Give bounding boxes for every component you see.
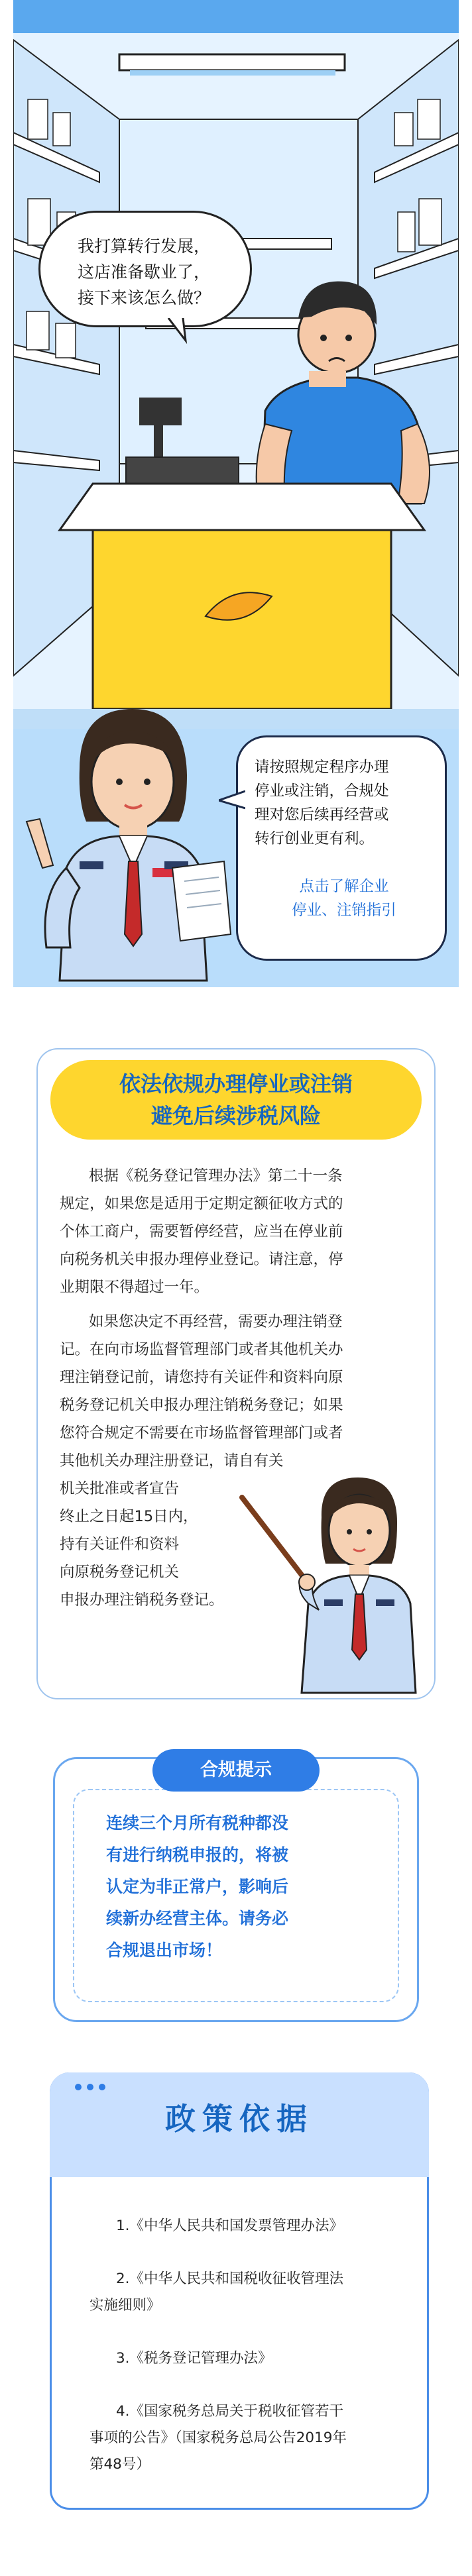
regulation-title-line: 依法依规办理停业或注销: [119, 1071, 353, 1097]
presenter-officer-illustration: [235, 1464, 431, 1696]
paragraph-line: 向原税务登记机关: [60, 1564, 180, 1581]
policy-item-line: 第48号）: [89, 2456, 150, 2473]
regulation-title: [50, 1068, 422, 1132]
advice-line: 理对您后续再经营或: [255, 806, 389, 824]
dots-icon: [73, 2082, 113, 2092]
policy-item: [89, 2213, 401, 2239]
regulation-paragraph-1: [60, 1162, 418, 1301]
paragraph-line: 申报办理注销税务登记。: [60, 1591, 224, 1609]
advice-text: [255, 755, 434, 851]
policy-item-line: 4.《国家税务总局关于税收征管若干: [116, 2403, 344, 2420]
tip-line: 有进行纳税申报的，将被: [106, 1845, 289, 1864]
compliance-tip-text: [106, 1807, 371, 1966]
policy-item-line: 2.《中华人民共和国税收征收管理法: [116, 2271, 344, 2287]
policy-item: [89, 2398, 401, 2478]
store-scene-illustration: [13, 0, 459, 729]
paragraph-line: 税务登记机关申报办理注销税务登记；如果: [60, 1397, 343, 1414]
tip-line: 续新办经营主体。请务必: [106, 1909, 289, 1928]
policy-item-line: 1.《中华人民共和国发票管理办法》: [116, 2218, 344, 2234]
speech-line: 这店准备歇业了，: [77, 262, 210, 282]
advice-line: 请按照规定程序办理: [255, 759, 389, 776]
policy-item-line: 3.《税务登记管理办法》: [116, 2350, 272, 2367]
advice-line: 停业或注销，合规处: [255, 782, 389, 800]
tip-line: 认定为非正常户，影响后: [106, 1877, 289, 1896]
policy-item: [89, 2266, 401, 2319]
advice-line: 转行创业更有利。: [255, 830, 375, 847]
policy-item-line: 事项的公告》（国家税务总局公告2019年: [89, 2430, 347, 2446]
guide-link[interactable]: [255, 875, 434, 922]
tip-line: 连续三个月所有税种都没: [106, 1813, 289, 1833]
paragraph-line: 规定，如果您是适用于定期定额征收方式的: [60, 1195, 343, 1212]
paragraph-line: 理注销登记前，请您持有关证件和资料向原: [60, 1369, 343, 1386]
paragraph-line: 业期限不得超过一年。: [60, 1279, 209, 1296]
paragraph-line: 其他机关办理注册登记，请自有关: [60, 1452, 284, 1470]
shopkeeper-question: [54, 233, 233, 311]
policy-basis-title: 政策依据: [165, 2101, 314, 2137]
policy-item-line: 实施细则》: [89, 2297, 161, 2314]
tax-officer-illustration: [13, 669, 239, 987]
paragraph-line: 如果您决定不再经营，需要办理注销登: [89, 1313, 343, 1330]
speech-bubble-tail-icon: [166, 318, 192, 345]
paragraph-line: 机关批准或者宣告: [60, 1480, 180, 1497]
guide-link-line[interactable]: 点击了解企业: [299, 878, 389, 895]
policy-item: [89, 2345, 401, 2372]
paragraph-line: 个体工商户，需要暂停经营，应当在停业前: [60, 1223, 343, 1240]
compliance-tip-label: 合规提示: [152, 1749, 320, 1792]
guide-link-line[interactable]: 停业、注销指引: [292, 902, 396, 919]
tip-line: 合规退出市场！: [106, 1941, 223, 1960]
paragraph-line: 终止之日起15日内，: [60, 1508, 198, 1525]
paragraph-line: 您符合规定不需要在市场监督管理部门或者: [60, 1424, 343, 1442]
speech-line: 接下来该怎么做？: [77, 288, 210, 307]
advice-card-tail-icon: [219, 788, 245, 812]
paragraph-line: 向税务机关申报办理停业登记。请注意，停: [60, 1251, 343, 1268]
paragraph-line: 持有关证件和资料: [60, 1536, 180, 1553]
speech-line: 我打算转行发展，: [77, 237, 210, 256]
regulation-title-line: 避免后续涉税风险: [150, 1103, 321, 1128]
paragraph-line: 根据《税务登记管理办法》第二十一条: [89, 1167, 343, 1185]
paragraph-line: 记。在向市场监督管理部门或者其他机关办: [60, 1341, 343, 1358]
